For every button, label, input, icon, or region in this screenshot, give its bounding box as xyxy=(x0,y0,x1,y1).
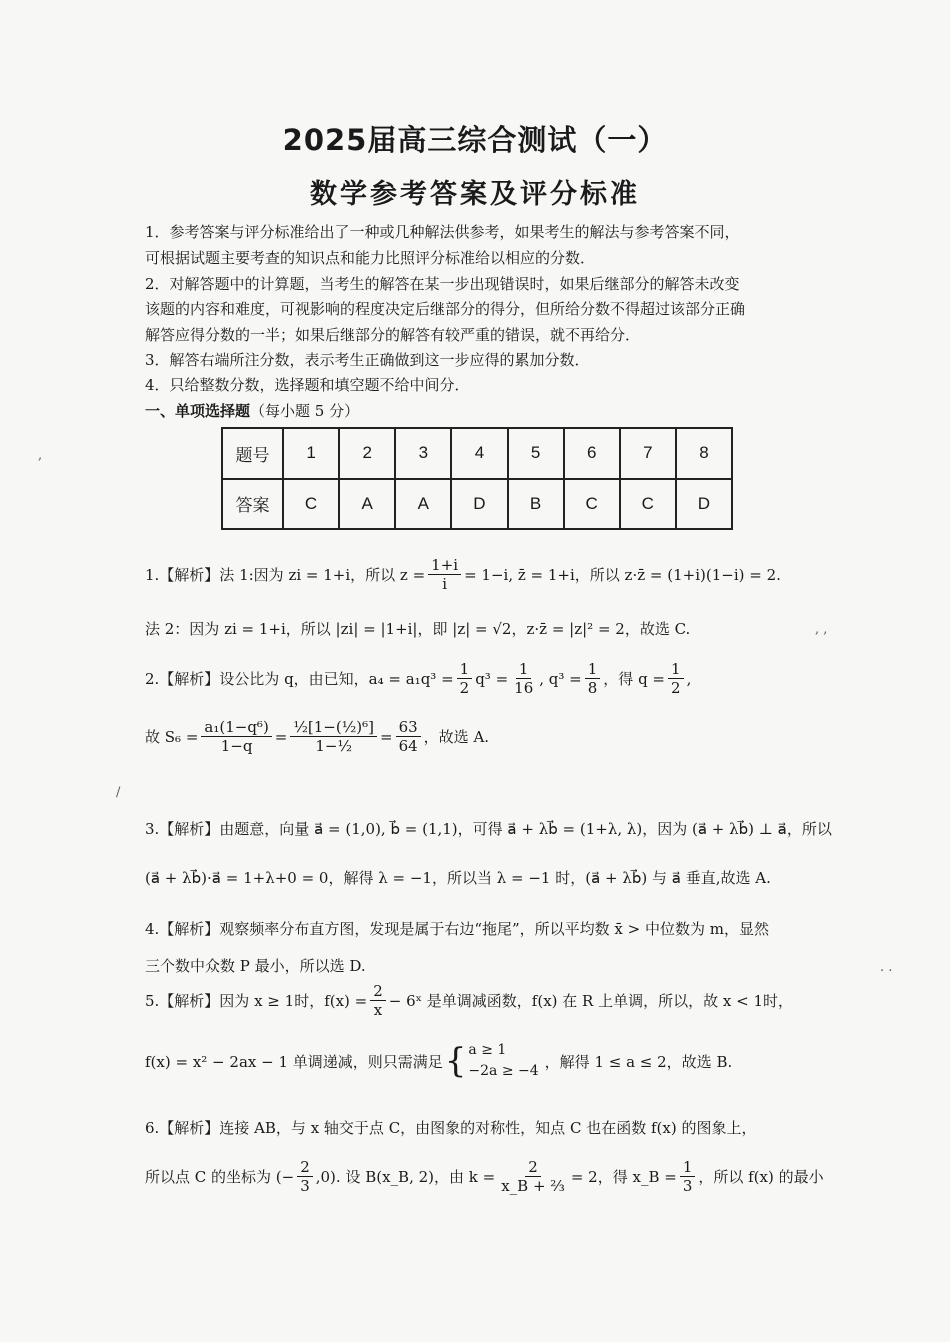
solution-text: 2.【解析】设公比为 q，由已知，a₄ = a₁q³ = xyxy=(145,670,454,688)
solution-q1-line2: 法 2：因为 zi = 1+i，所以 |zi| = |1+i|，即 |z| = √2，z·z̄ = |z|² = 2，故选 C. xyxy=(145,620,691,638)
denominator: 64 xyxy=(398,737,418,755)
scan-speck: / xyxy=(116,785,121,800)
note-line: 解答应得分数的一半；如果后继部分的解答有较严重的错误，就不再给分． xyxy=(145,326,641,344)
solution-q5-line1 xyxy=(145,982,793,1019)
fraction xyxy=(201,718,271,755)
answer-cell: C xyxy=(283,479,339,530)
denominator: 16 xyxy=(514,679,534,697)
scan-speck: , , xyxy=(815,622,828,637)
row-header-number: 题号 xyxy=(222,428,283,479)
note-line: 1．参考答案与评分标准给出了一种或几种解法供参考，如果考生的解法与参考答案不同， xyxy=(145,223,740,241)
condition: a ≥ 1 xyxy=(468,1042,507,1058)
fraction xyxy=(290,718,377,755)
question-number: 4 xyxy=(451,428,507,479)
solution-text: = xyxy=(380,727,393,746)
solution-q5-line2 xyxy=(145,1040,732,1082)
solution-text: 所以点 C 的坐标为 (− xyxy=(145,1168,295,1186)
question-number: 3 xyxy=(395,428,451,479)
denominator: 8 xyxy=(587,679,598,697)
fraction xyxy=(668,660,684,697)
fraction xyxy=(297,1158,313,1195)
solution-text: 1.【解析】法 1:因为 zi = 1+i，所以 z = xyxy=(145,566,426,584)
note-line: 该题的内容和难度，可视影响的程度决定后继部分的得分，但所给分数不得超过该部分正确 xyxy=(145,300,746,318)
note-line: 2．对解答题中的计算题，当考生的解答在某一步出现错误时，如果后继部分的解答未改变 xyxy=(145,275,740,293)
solution-text: = xyxy=(274,727,288,746)
section-title: 一、单项选择题 xyxy=(145,402,251,420)
answer-cell: B xyxy=(508,479,564,530)
solution-text: ，得 q = xyxy=(603,670,666,688)
solution-text: , xyxy=(686,669,692,688)
denominator: x_B + ⅔ xyxy=(501,1177,565,1195)
solution-text: f(x) = x² − 2ax − 1 单调递减，则只需满足 xyxy=(145,1052,443,1071)
solution-q2-line2 xyxy=(145,718,489,755)
solution-q1-line1 xyxy=(145,556,781,593)
question-number: 6 xyxy=(564,428,620,479)
numerator: 1 xyxy=(516,660,532,679)
question-number: 5 xyxy=(508,428,564,479)
denominator: 1−q xyxy=(220,737,253,755)
section-heading xyxy=(145,400,359,421)
solution-q3-line2: (a⃗ + λb⃗)·a⃗ = 1+λ+0 = 0，解得 λ = −1，所以当 λ = −1 时，(a⃗ + λb⃗) 与 a⃗ 垂直,故选 A. xyxy=(145,869,771,887)
answer-cell: C xyxy=(564,479,620,530)
answer-cell: A xyxy=(339,479,395,530)
page-subtitle: 数学参考答案及评分标准 xyxy=(310,179,640,210)
denominator: 3 xyxy=(682,1177,693,1195)
scan-speck: , xyxy=(38,448,43,463)
denominator: i xyxy=(442,575,448,593)
denominator: 1−½ xyxy=(315,737,353,755)
question-number: 7 xyxy=(620,428,676,479)
answer-table xyxy=(221,427,733,530)
answer-cell: D xyxy=(451,479,507,530)
numerator: 1 xyxy=(585,660,601,679)
numerator: 1 xyxy=(457,660,473,679)
denominator: 3 xyxy=(300,1177,310,1195)
condition: −2a ≥ −4 xyxy=(468,1063,539,1079)
solution-q4-line1: 4.【解析】观察频率分布直方图，发现是属于右边“拖尾”，所以平均数 x̄ > 中位数为 m，显然 xyxy=(145,920,769,938)
denominator: 2 xyxy=(459,679,470,697)
numerator: ½[1−(½)⁶] xyxy=(290,718,377,737)
table-row xyxy=(222,479,732,530)
table-row xyxy=(222,428,732,479)
fraction xyxy=(428,556,461,593)
solution-text: = 2，得 x_B = xyxy=(570,1168,677,1186)
fraction xyxy=(680,1158,696,1195)
fraction xyxy=(498,1158,568,1195)
solution-text: q³ = xyxy=(475,669,509,688)
solution-q2-line1 xyxy=(145,660,691,697)
numerator: 2 xyxy=(297,1158,313,1177)
inequality-system xyxy=(468,1040,538,1082)
solution-text: ,0). 设 B(x_B, 2)，由 k = xyxy=(315,1168,496,1186)
fraction xyxy=(585,660,601,697)
numerator: 2 xyxy=(525,1158,541,1177)
scan-speck: . . xyxy=(880,960,893,975)
solution-q4-line2: 三个数中众数 P 最小，所以选 D. xyxy=(145,957,366,975)
solution-text: 5.【解析】因为 x ≥ 1时，f(x) = xyxy=(145,992,368,1010)
solution-text: = 1−i, z̄ = 1+i，所以 z·z̄ = (1+i)(1−i) = 2. xyxy=(464,566,781,584)
brace-symbol: { xyxy=(444,1041,467,1081)
solution-q6-line2 xyxy=(145,1158,824,1195)
solution-text: , q³ = xyxy=(539,669,582,688)
question-number: 8 xyxy=(676,428,732,479)
fraction xyxy=(457,660,473,697)
numerator: a₁(1−q⁶) xyxy=(201,718,271,737)
fraction xyxy=(396,718,421,755)
denominator: x xyxy=(373,1001,383,1019)
fraction xyxy=(511,660,536,697)
numerator: 63 xyxy=(396,718,421,737)
fraction xyxy=(370,982,386,1019)
section-note: （每小题 5 分） xyxy=(250,402,360,420)
note-line: 3．解答右端所注分数，表示考生正确做到这一步应得的累加分数． xyxy=(145,351,590,369)
question-number: 2 xyxy=(339,428,395,479)
solution-q6-line1: 6.【解析】连接 AB，与 x 轴交于点 C，由图象的对称性，知点 C 也在函数 f(x) 的图象上， xyxy=(145,1119,757,1137)
solution-text: ，所以 f(x) 的最小 xyxy=(698,1168,824,1186)
solution-text: ，故选 A. xyxy=(423,728,490,746)
numerator: 1 xyxy=(668,660,684,679)
note-line: 可根据试题主要考查的知识点和能力比照评分标准给以相应的分数． xyxy=(145,249,596,267)
question-number: 1 xyxy=(283,428,339,479)
answer-cell: A xyxy=(395,479,451,530)
denominator: 2 xyxy=(671,679,681,697)
solution-text: − 6ˣ 是单调减函数，f(x) 在 R 上单调，所以，故 x < 1时， xyxy=(388,992,793,1010)
page-title: 2025届高三综合测试（一） xyxy=(282,123,668,157)
solution-text: 故 S₆ = xyxy=(145,728,199,746)
solution-text: ，解得 1 ≤ a ≤ 2，故选 B. xyxy=(544,1052,733,1071)
answer-cell: C xyxy=(620,479,676,530)
solution-q3-line1: 3.【解析】由题意，向量 a⃗ = (1,0), b⃗ = (1,1)，可得 a⃗ + λb⃗ = (1+λ, λ)，因为 (a⃗ + λb⃗) ⊥ a⃗，所以 xyxy=(145,820,832,838)
note-line: 4．只给整数分数，选择题和填空题不给中间分． xyxy=(145,376,470,394)
row-header-answer: 答案 xyxy=(222,479,283,530)
answer-cell: D xyxy=(676,479,732,530)
numerator: 1+i xyxy=(428,556,461,575)
numerator: 2 xyxy=(370,982,386,1001)
numerator: 1 xyxy=(680,1158,696,1177)
